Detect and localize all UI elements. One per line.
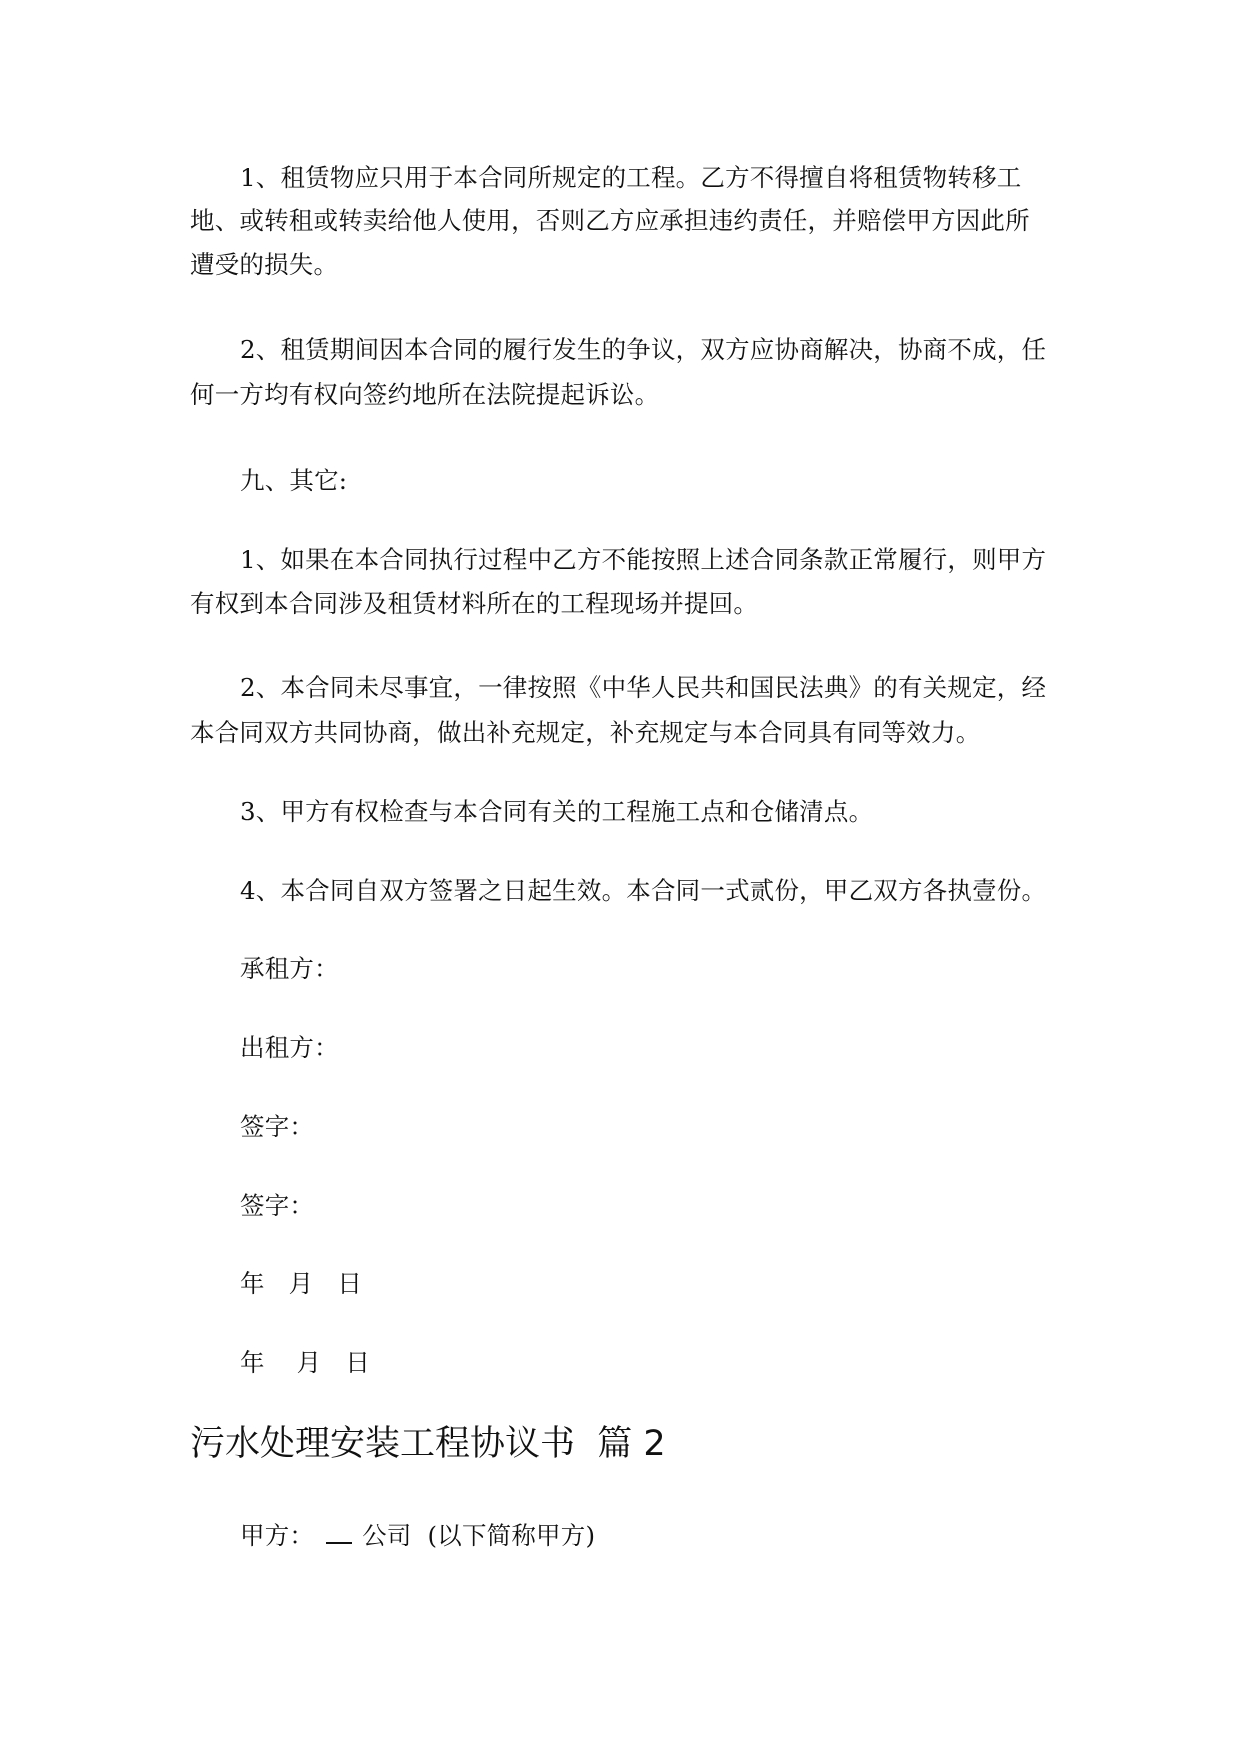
section9-item3: 3、甲方有权检查与本合同有关的工程施工点和仓储清点。 — [240, 797, 874, 826]
date-line-2: 年 月 日 — [240, 1348, 371, 1377]
section8-item1-line3: 遭受的损失。 — [190, 250, 339, 279]
section8-item1-line2: 地、或转租或转卖给他人使用，否则乙方应承担违约责任，并赔偿甲方因此所 — [190, 206, 1030, 235]
signature-label-1: 签字： — [240, 1112, 315, 1141]
section9-item1-line1: 1、如果在本合同执行过程中乙方不能按照上述合同条款正常履行，则甲方 — [240, 545, 1047, 574]
section8-item1-line1: 1、租赁物应只用于本合同所规定的工程。乙方不得擅自将租赁物转移工 — [240, 163, 1022, 192]
section9-item2-line1: 2、本合同未尽事宜，一律按照《中华人民共和国民法典》的有关规定，经 — [240, 673, 1047, 702]
date-line-1: 年 月 日 — [240, 1269, 363, 1298]
section8-item2-line2: 何一方均有权向签约地所在法院提起诉讼。 — [190, 380, 660, 409]
section9-item2-line2: 本合同双方共同协商，做出补充规定，补充规定与本合同具有同等效力。 — [190, 718, 981, 747]
party-a-blank — [326, 1520, 352, 1544]
party-a-label: 甲方： — [240, 1521, 315, 1550]
section9-item4: 4、本合同自双方签署之日起生效。本合同一式贰份，甲乙双方各执壹份。 — [240, 876, 1047, 905]
section8-item2-line1: 2、租赁期间因本合同的履行发生的争议，双方应协商解决，协商不成，任 — [240, 335, 1047, 364]
party-a-suffix: 公司 (以下简称甲方) — [362, 1521, 596, 1550]
lessee-label: 承租方： — [240, 954, 339, 983]
signature-label-2: 签字： — [240, 1191, 315, 1220]
lessor-label: 出租方： — [240, 1033, 339, 1062]
article2-heading: 污水处理安装工程协议书 篇 2 — [190, 1424, 666, 1464]
party-a-line — [240, 1520, 1120, 1551]
section9-title: 九、其它: — [240, 466, 348, 495]
section9-item1-line2: 有权到本合同涉及租赁材料所在的工程现场并提回。 — [190, 589, 759, 618]
